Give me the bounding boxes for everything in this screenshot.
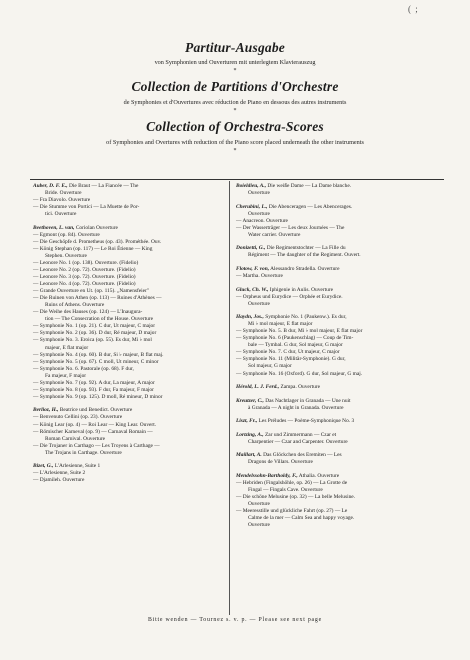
work-continuation: Sol majeur, G major bbox=[248, 363, 292, 370]
work-continuation: The Trojans in Carthage. Ouverture bbox=[45, 449, 122, 456]
work-title: Alessandro Stradella. Ouverture bbox=[269, 265, 340, 272]
composer-line bbox=[236, 266, 444, 273]
composer-name: Gluck, Ch. W., bbox=[236, 286, 269, 293]
work-continuation: Calme de la mer — Calm Sea and happy voyage. bbox=[248, 515, 355, 522]
work-continuation: Ouverture bbox=[248, 300, 270, 307]
composer-line bbox=[236, 384, 444, 391]
work-title: Symphonie No. 1 (Paukenw.). Es dur, bbox=[263, 314, 347, 321]
composer-name: Beethoven, L. van, bbox=[33, 224, 75, 231]
work-title: Die weiße Dame — La Dame blanche. bbox=[266, 183, 352, 189]
composer-line bbox=[236, 473, 444, 480]
work-title: Beatrice und Benedict. Ouverture bbox=[58, 407, 133, 414]
work-item: — Symphonie No. 11 (Militär-Symphonie). G dur, bbox=[236, 356, 444, 363]
composer-name: Donizetti, G., bbox=[236, 245, 266, 252]
title-english: Collection of Orchestra-Scores bbox=[146, 119, 324, 134]
composer-entry bbox=[33, 463, 233, 484]
composer-entry bbox=[236, 287, 444, 308]
composer-name: Maillart, A. bbox=[236, 452, 262, 459]
work-continuation: Fingal — Fingals Cave. Ouverture bbox=[248, 487, 323, 494]
work-item: — Die Ruinen von Athen (op. 113) — Ruines d'Athènes — bbox=[33, 295, 233, 302]
work-continuation: Roman Carnival. Ouverture bbox=[45, 435, 106, 442]
work-item: — L'Arlesienne, Suite 2 bbox=[33, 470, 233, 477]
work-item: — Djamileh. Ouverture bbox=[33, 477, 233, 484]
work-item: — Hebriden (Fingalshöhle, op. 26) — La Grotte de bbox=[236, 480, 444, 487]
work-continuation: à Granada — A night in Granada. Ouverture bbox=[248, 404, 344, 411]
work-item: — Symphonie No. 1 (op. 21). C dur, Ut majeur, C major bbox=[33, 323, 233, 330]
composer-entry bbox=[236, 204, 444, 239]
composer-line bbox=[236, 287, 444, 294]
work-item: — Symphonie No. 6 (Paukenschlag) — Coup de Tim- bbox=[236, 335, 444, 342]
work-item: — Anacreon. Ouverture bbox=[236, 218, 444, 225]
work-item: — Die Stumme von Portici — La Muette de Por- bbox=[33, 204, 233, 211]
composer-line bbox=[236, 418, 444, 425]
composer-line bbox=[33, 463, 233, 470]
work-item: — Leonore No. 1 (op. 138). Ouverture. (Fidelio) bbox=[33, 260, 233, 267]
subtitle-german: von Symphonien und Ouverturen mit unterlegtem Klavierauszug bbox=[154, 59, 316, 66]
work-title: Les Préludes — Poème-Symphonique No. 3 bbox=[257, 418, 355, 425]
work-item: — Orpheus und Eurydice — Orphée et Eurydice. bbox=[236, 294, 444, 301]
work-item: — Symphonie No. 5. B dur, Mi ♭ mol majeur, E flat major bbox=[236, 328, 444, 335]
work-continuation: Ouverture bbox=[248, 210, 270, 217]
work-continuation: tici. Ouverture bbox=[45, 211, 77, 218]
work-continuation: Dragons de Villars. Ouverture bbox=[248, 459, 313, 466]
corner-mark: ( ; bbox=[408, 4, 419, 14]
work-continuation: tion — The Consecration of the House. Ouverture bbox=[45, 316, 153, 323]
work-item: — Die Geschöpfe d. Prometheus (op. 43). Prométhée. Ouv. bbox=[33, 239, 233, 246]
composer-entry bbox=[236, 266, 444, 280]
work-continuation: Charpentier — Czar and Carpenter. Ouverture bbox=[248, 438, 348, 445]
work-item: — Benvenuto Cellini (op. 23). Ouverture bbox=[33, 414, 233, 421]
work-item: — Leonore No. 4 (op. 72). Ouverture. (Fidelio) bbox=[33, 281, 233, 288]
work-item: — Die Weihe des Hauses (op. 124) — L'Inaugura- bbox=[33, 309, 233, 316]
work-continuation: bale — Tymbal. G dur, Sol majeur, G major bbox=[248, 342, 343, 349]
star-divider: * bbox=[233, 68, 237, 74]
work-item: — Symphonie No. 9 (op. 125). D moll, Ré mineur, D minor bbox=[33, 394, 233, 401]
work-item: — Martha. Ouverture bbox=[236, 273, 444, 280]
composer-entry bbox=[236, 183, 444, 197]
composer-entry bbox=[236, 473, 444, 529]
work-item: — Symphonie No. 6. Pastorale (op. 68). F dur, bbox=[33, 366, 233, 373]
work-title: Die Abenceragen — Les Abencerages. bbox=[267, 203, 353, 210]
work-item: — Symphonie No. 7 (op. 92). A dur, La majeur, A major bbox=[33, 380, 233, 387]
composer-entry bbox=[33, 225, 233, 401]
composer-line bbox=[236, 432, 444, 439]
work-continuation: Ruins of Athens. Ouverture bbox=[45, 302, 105, 309]
subtitle-english: of Symphonies and Overtures with reduction of the Piano score placed underneath the other instruments bbox=[106, 139, 364, 146]
work-item: — Meeresstille und glückliche Fahrt (op. 27) — Le bbox=[236, 508, 444, 515]
composer-name: Berlioz, H., bbox=[33, 407, 59, 414]
work-item: — Symphonie No. 2 (op. 36). D dur, Ré majeur, D major bbox=[33, 330, 233, 337]
composer-entry bbox=[236, 452, 444, 466]
work-continuation: Stephen. Ouverture bbox=[45, 252, 87, 259]
footer-note: Bitte wenden — Tournez s. v. p. — Please see next page bbox=[148, 617, 322, 623]
composer-line bbox=[33, 225, 233, 232]
composer-line bbox=[33, 183, 233, 190]
work-item: — Fra Diavolo. Ouverture bbox=[33, 197, 233, 204]
composer-name: Kreutzer, C., bbox=[236, 397, 264, 404]
composer-line bbox=[236, 204, 444, 211]
work-item: — Der Wasserträger — Les deux Journées — The bbox=[236, 225, 444, 232]
work-continuation: Fa majeur, F major bbox=[45, 372, 87, 379]
composer-name: Hérold, L. J. Ferd., bbox=[236, 384, 280, 391]
composer-name: Boieldieu, A., bbox=[236, 183, 267, 189]
work-item: — Leonore No. 2 (op. 72). Ouverture. (Fidelio) bbox=[33, 267, 233, 274]
work-item: — Symphonie No. 7. C dur, Ut majeur, C major bbox=[236, 349, 444, 356]
composer-entry bbox=[33, 183, 233, 218]
composer-name: Mendelssohn-Bartholdy, F., bbox=[236, 472, 298, 479]
composer-name: Haydn, Jos., bbox=[236, 314, 264, 321]
composer-entry bbox=[236, 398, 444, 412]
work-title: Zar und Zimmermann — Czar et bbox=[263, 431, 337, 438]
composer-name: Liszt, Fr., bbox=[236, 418, 258, 425]
work-title: Die Regimentstochter — La Fille du bbox=[265, 245, 346, 252]
title-german: Partitur-Ausgabe bbox=[185, 40, 285, 55]
composer-entry bbox=[236, 418, 444, 425]
work-item: — König Stephan (op. 117) — Le Roi Étienne — King bbox=[33, 246, 233, 253]
composer-entry bbox=[236, 384, 444, 391]
work-item: — Egmont (op. 84). Ouverture bbox=[33, 232, 233, 239]
work-item: — Symphonie No. 3. Eroica (op. 55). Es dur, Mi ♭ mol bbox=[33, 337, 233, 344]
composer-entry bbox=[236, 245, 444, 259]
work-title: Die Braut — La Fiancée — The bbox=[67, 183, 139, 189]
work-continuation: Régiment — The daughter of the Regiment. Ouvert. bbox=[248, 252, 361, 259]
subtitle-french: de Symphonies et d'Ouvertures avec réduction de Piano en dessous des autres instruments bbox=[123, 99, 347, 106]
left-column bbox=[33, 183, 233, 491]
work-item: — Symphonie No. 8 (op. 93). F dur, Fa majeur, F major bbox=[33, 387, 233, 394]
composer-name: Auber, D. F. E., bbox=[33, 183, 68, 189]
star-divider: * bbox=[233, 108, 237, 114]
work-item: — Symphonie No. 16 (Oxford). G dur, Sol majeur, G maj. bbox=[236, 371, 444, 378]
work-title: Iphigenie in Aulis. Ouverture bbox=[268, 286, 333, 293]
work-continuation: Ouverture bbox=[248, 501, 270, 508]
work-title: L'Arlesienne, Suite 1 bbox=[53, 463, 101, 470]
top-rule bbox=[30, 179, 444, 180]
work-item: — Symphonie No. 5 (op. 67). C moll, Ut mineur, C minor bbox=[33, 359, 233, 366]
work-item: — Symphonie No. 4 (op. 60). B dur, Si ♭ majeur, B flat maj. bbox=[33, 352, 233, 359]
work-continuation: majeur, E flat major bbox=[45, 344, 89, 351]
work-title: Das Nachtlager in Granada — Une nuit bbox=[263, 397, 351, 404]
right-column bbox=[236, 183, 444, 536]
work-continuation: Ouverture bbox=[248, 190, 270, 197]
work-item: — Die Trojaner in Carthago — Les Troyens à Carthage — bbox=[33, 443, 233, 450]
work-continuation: Water carrier. Ouverture bbox=[248, 231, 301, 238]
work-title: Athalia. Ouverture bbox=[297, 472, 340, 479]
work-title: Zampa. Ouverture bbox=[279, 384, 320, 391]
composer-name: Lortzing, A., bbox=[236, 431, 264, 438]
composer-name: Cherubini, L., bbox=[236, 203, 268, 210]
work-title: Das Glöckchen des Eremiten — Les bbox=[261, 452, 342, 459]
work-continuation: Ouverture bbox=[248, 522, 270, 529]
composer-name: Flotow, F. von, bbox=[236, 265, 270, 272]
composer-entry bbox=[236, 432, 444, 446]
composer-name: Bizet, G., bbox=[33, 463, 54, 470]
work-item: — Die schöne Melusine (op. 32) — La belle Melusine. bbox=[236, 494, 444, 501]
composer-entry bbox=[236, 314, 444, 377]
work-item: — Grande Ouverture en Ut. (op. 115). „Namensfeier" bbox=[33, 288, 233, 295]
work-continuation: Mi ♭ mol majeur, E flat major bbox=[248, 321, 313, 328]
composer-line bbox=[236, 452, 444, 459]
work-item: — Leonore No. 3 (op. 72). Ouverture. (Fidelio) bbox=[33, 274, 233, 281]
composer-line bbox=[236, 183, 444, 190]
work-item: — König Lear (op. 4) — Roi Lear — King Lear. Ouvert. bbox=[33, 422, 233, 429]
composer-line bbox=[236, 398, 444, 405]
work-title: Coriolan Ouverture bbox=[74, 224, 118, 231]
work-continuation: Bride. Ouverture bbox=[45, 190, 82, 197]
star-divider: * bbox=[233, 148, 237, 154]
work-item: — Römischer Karneval (op. 9) — Carnaval Romain — bbox=[33, 429, 233, 436]
composer-entry bbox=[33, 407, 233, 456]
title-french: Collection de Partitions d'Orchestre bbox=[131, 79, 339, 94]
